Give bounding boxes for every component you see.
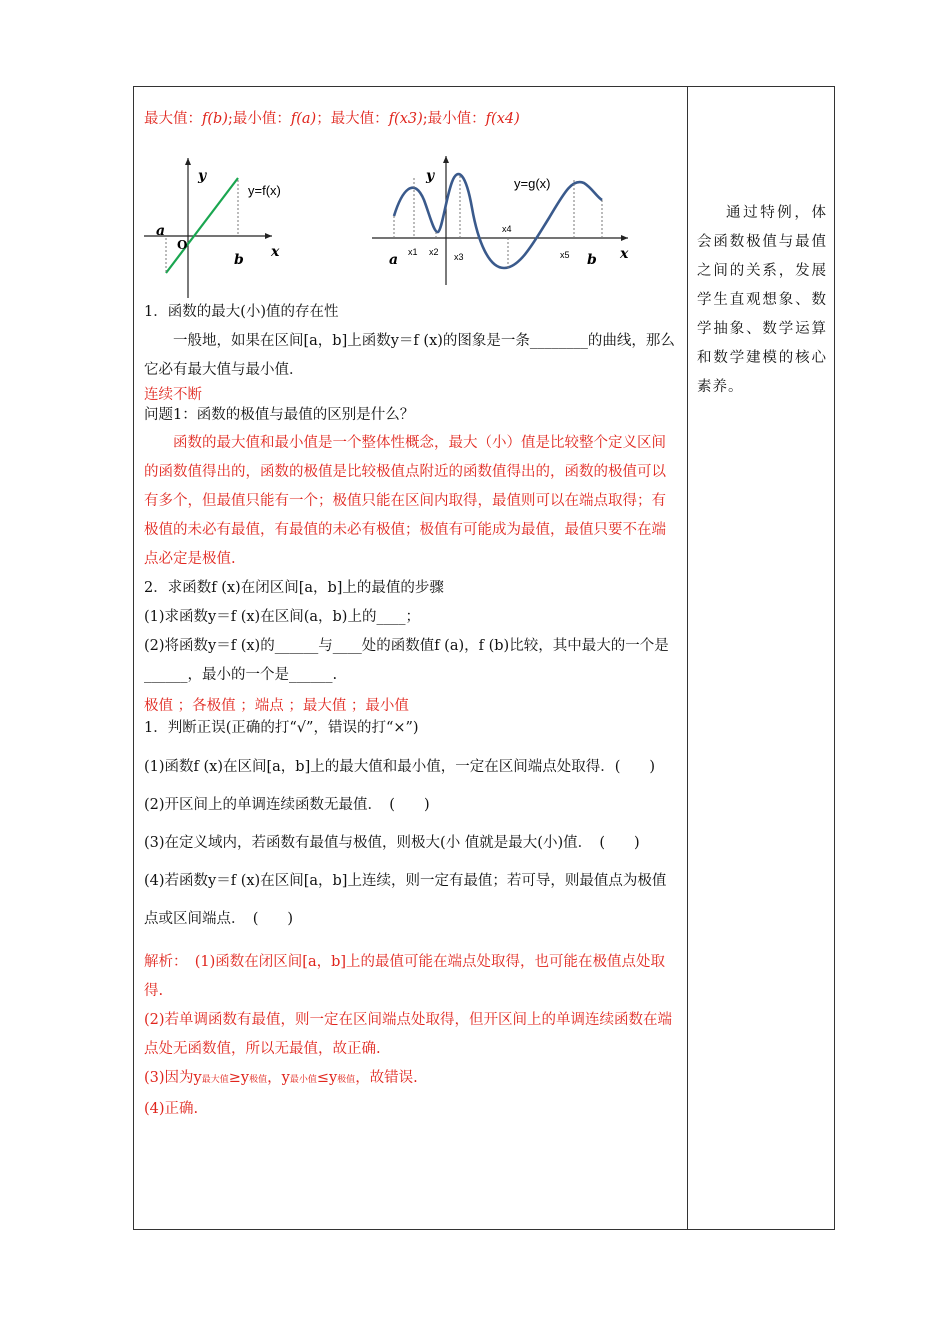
graph1-line	[166, 178, 238, 273]
exercise-item-1: (1)函数f (x)在区间[a，b]上的最大值和最小值，一定在区间端点处取得．( )	[144, 759, 656, 775]
graph2-y-arrow	[443, 156, 449, 163]
graph2-curve	[394, 174, 602, 268]
max-value-2: f(x3)	[388, 111, 423, 127]
section2-step2: (2)将函数y＝f (x)的______与____处的函数值f (a)，f (b)比较，其中最大的一个是______，最小的一个是______.	[144, 638, 669, 683]
graph1-a: a	[156, 223, 166, 239]
max-label-2: 最大值：	[330, 111, 389, 127]
graph1-y-label: y	[198, 168, 207, 184]
graph2-b: b	[587, 252, 597, 268]
function-graphs	[144, 138, 680, 298]
graph1-x-arrow	[265, 233, 272, 239]
lesson-table	[133, 86, 835, 1230]
max-value: f(b)	[202, 111, 228, 127]
graph1-origin: O	[177, 238, 188, 252]
min-label-2: ;最小值：	[422, 111, 486, 127]
graph1-x-label: x	[271, 244, 280, 260]
section1-body: 一般地，如果在区间[a，b]上函数y＝f (x)的图象是一条________的曲线，那么它必有最大值与最小值．	[144, 333, 675, 378]
exercise-item-2: (2)开区间上的单调连续函数无最值． ( )	[144, 797, 430, 813]
exercise-item-4: (4)若函数y＝f (x)在区间[a，b]上连续，则一定有最值；若可导，则最值点为极值点或区间端点． ( )	[144, 873, 667, 927]
section2-step1: (1)求函数y＝f (x)在区间(a，b)上的____；	[144, 609, 420, 625]
graph2-y-label: y	[426, 168, 435, 184]
graph2-point-x4: x4	[502, 224, 512, 234]
min-label: ;最小值：	[227, 111, 291, 127]
column-divider	[687, 87, 688, 1229]
side-note-text: 通过特例，体会函数极值与最值之间的关系，发展学生直观想象、数学抽象、数学运算和数学建模的核心素养。	[697, 205, 827, 395]
section2-heading: 2．求函数f (x)在闭区间[a，b]上的最值的步骤	[144, 580, 444, 596]
analysis-2: (2)若单调函数有最值，则一定在区间端点处取得，但开区间上的单调连续函数在端点处无函数值，所以无最值，故正确.	[144, 1012, 673, 1057]
section1-heading: 1．函数的最大(小)值的存在性	[144, 304, 339, 320]
graph2-func-label: y=g(x)	[514, 176, 551, 191]
graph1-y-arrow	[185, 158, 191, 165]
min-value: f(a)	[290, 111, 317, 127]
separator: ；	[316, 111, 331, 127]
graph2-point-x1: x1	[408, 247, 418, 257]
section1-answer: 连续不断	[144, 387, 202, 403]
min-value-2: f(x4)	[485, 111, 520, 127]
graph2-a: a	[389, 252, 399, 268]
graphs-row	[144, 138, 680, 298]
top-answer	[144, 105, 680, 134]
content-column	[144, 105, 680, 1124]
graph2-x-arrow	[621, 235, 628, 241]
analysis-3: (3)因为y最大值≥y极值，y最小值≤y极值，故错误.	[144, 1070, 418, 1086]
graph2-x-label: x	[620, 246, 629, 262]
question1-answer: 函数的最大值和最小值是一个整体性概念，最大（小）值是比较整个定义区间的函数值得出的，函数的极值是比较极值点附近的函数值得出的，函数的极值可以有多个，但最值只能有一个；极值只能在区间内取得，最值则可以在端点取得；有极值的未必有最值，有最值的未必有极值；极值有可能成为最值，最值只要不在端点必定是极值.	[144, 435, 666, 567]
graph1-b: b	[234, 252, 244, 268]
analysis-4: (4)正确.	[144, 1101, 199, 1117]
exercise-item-3: (3)在定义域内，若函数有最值与极值，则极大(小 值就是最大(小)值． ( )	[144, 835, 640, 851]
section2-answers: 极值 ；各极值 ；端点 ；最大值 ；最小值	[144, 698, 409, 714]
graph2-point-x3: x3	[454, 252, 464, 262]
max-label: 最大值：	[144, 111, 202, 127]
side-note	[697, 199, 827, 402]
exercise-heading: 1．判断正误(正确的打“√”，错误的打“×”)	[144, 720, 419, 736]
graph1-func-label: y=f(x)	[248, 183, 281, 198]
analysis-1: 解析： (1)函数在闭区间[a，b]上的最值可能在端点处取得，也可能在极值点处取得.	[144, 954, 666, 999]
graph2-point-x2: x2	[429, 247, 439, 257]
graph-f	[144, 158, 281, 298]
graph-g	[372, 156, 629, 285]
question1: 问题1：函数的极值与最值的区别是什么？	[144, 407, 415, 423]
graph2-point-x5: x5	[560, 250, 570, 260]
